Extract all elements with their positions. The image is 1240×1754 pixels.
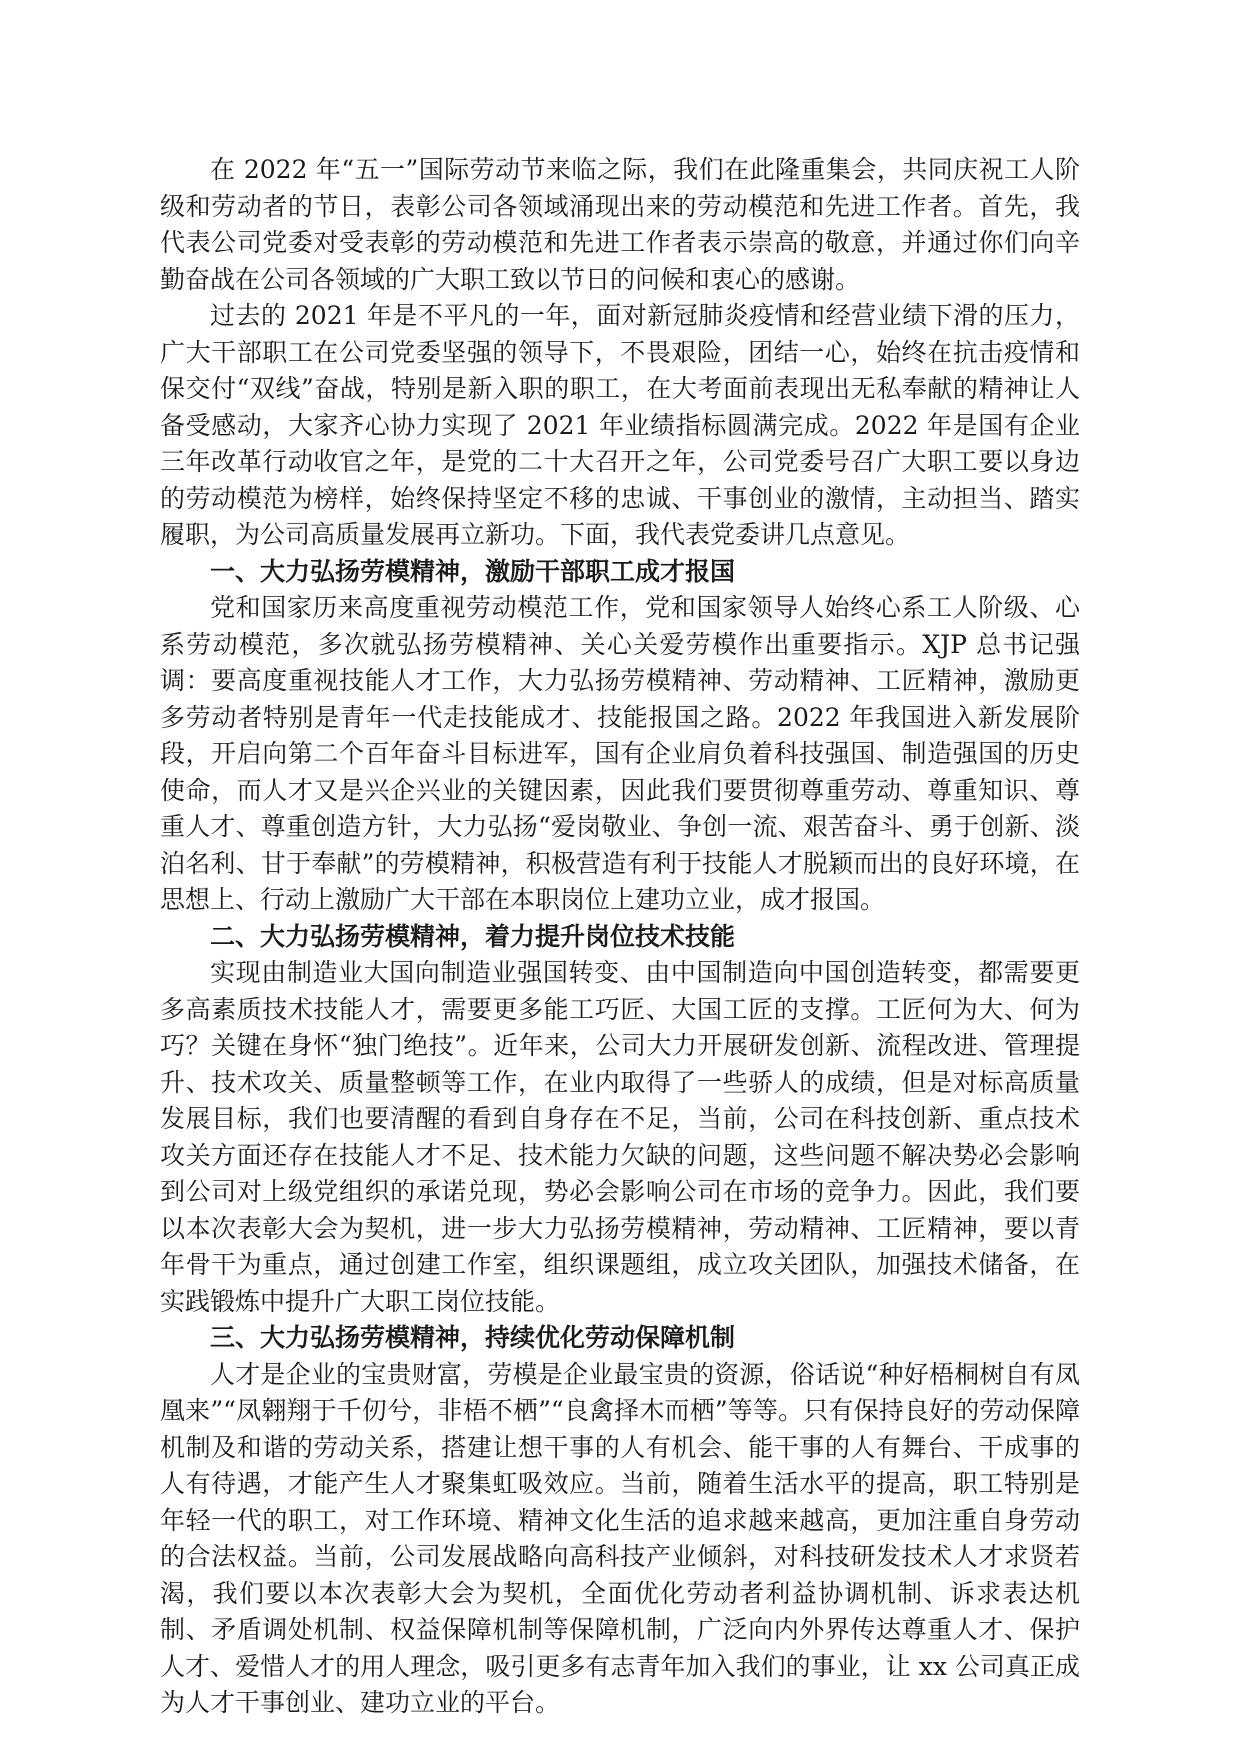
context-paragraph: 过去的 2021 年是不平凡的一年，面对新冠肺炎疫情和经营业绩下滑的压力，广大干部职工在公司党委坚强的领导下，不畏艰险，团结一心，始终在抗击疫情和保交付“双线”奋战，特别是新入职的职工，在大考面前表现出无私奉献的精神让人备受感动，大家齐心协力实现了 2021 年业绩指标圆满完成。2022 年是国有企业三年改革行动收官之年，是党的二十大召开之年，公司党委号召广大职工要以身边的劳动模范为榜样，始终保持坚定不移的忠诚、干事创业的激情，主动担当、踏实履职，为公司高质量发展再立新功。下面，我代表党委讲几点意见。 bbox=[160, 301, 1080, 549]
section-1-body: 党和国家历来高度重视劳动模范工作，党和国家领导人始终心系工人阶级、心系劳动模范，多次就弘扬劳模精神、关心关爱劳模作出重要指示。XJP 总书记强调：要高度重视技能人才工作，大力弘扬劳模精神、劳动精神、工匠精神，激励更多劳动者特别是青年一代走技能成才、技能报国之路。2022 年我国进入新发展阶段，开启向第二个百年奋斗目标进军，国有企业肩负着科技强国、制造强国的历史使命，而人才又是兴企兴业的关键因素，因此我们要贯彻尊重劳动、尊重知识、尊重人才、尊重创造方针，大力弘扬“爱岗敬业、争创一流、艰苦奋斗、勇于创新、淡泊名利、甘于奉献”的劳模精神，积极营造有利于技能人才脱颖而出的良好环境，在思想上、行动上激励广大干部在本职岗位上建功立业，成才报国。 bbox=[160, 593, 1080, 914]
document-page bbox=[160, 152, 1080, 1722]
section-2-heading: 二、大力弘扬劳模精神，着力提升岗位技术技能 bbox=[210, 921, 736, 951]
intro-paragraph: 在 2022 年“五一”国际劳动节来临之际，我们在此隆重集会，共同庆祝工人阶级和劳动者的节日，表彰公司各领域涌现出来的劳动模范和先进工作者。首先，我代表公司党委对受表彰的劳动模范和先进工作者表示崇高的敬意，并通过你们向辛勤奋战在公司各领域的广大职工致以节日的问候和衷心的感谢。 bbox=[160, 155, 1080, 294]
section-1-heading: 一、大力弘扬劳模精神，激励干部职工成才报国 bbox=[210, 556, 736, 586]
section-3-heading: 三、大力弘扬劳模精神，持续优化劳动保障机制 bbox=[210, 1323, 736, 1352]
section-3-body: 人才是企业的宝贵财富，劳模是企业最宝贵的资源，俗话说“种好梧桐树自有凤凰来”“凤翱翔于千仞兮，非梧不栖”“良禽择木而栖”等等。只有保持良好的劳动保障机制及和谐的劳动关系，搭建让想干事的人有机会、能干事的人有舞台、干成事的人有待遇，才能产生人才聚集虹吸效应。当前，随着生活水平的提高，职工特别是年轻一代的职工，对工作环境、精神文化生活的追求越来越高，更加注重自身劳动的合法权益。当前，公司发展战略向高科技产业倾斜，对科技研发技术人才求贤若渴，我们要以本次表彰大会为契机，全面优化劳动者利益协调机制、诉求表达机制、矛盾调处机制、权益保障机制等保障机制，广泛向内外界传达尊重人才、保护人才、爱惜人才的用人理念，吸引更多有志青年加入我们的事业，让 xx 公司真正成为人才干事创业、建功立业的平台。 bbox=[160, 1359, 1080, 1717]
section-2-body: 实现由制造业大国向制造业强国转变、由中国制造向中国创造转变，都需要更多高素质技术技能人才，需要更多能工巧匠、大国工匠的支撑。工匠何为大、何为巧？关键在身怀“独门绝技”。近年来，公司大力开展研发创新、流程改进、管理提升、技术攻关、质量整顿等工作，在业内取得了一些骄人的成绩，但是对标高质量发展目标，我们也要清醒的看到自身存在不足，当前，公司在科技创新、重点技术攻关方面还存在技能人才不足、技术能力欠缺的问题，这些问题不解决势必会影响到公司对上级党组织的承诺兑现，势必会影响公司在市场的竞争力。因此，我们要以本次表彰大会为契机，进一步大力弘扬劳模精神，劳动精神、工匠精神，要以青年骨干为重点，通过创建工作室，组织课题组，成立攻关团队，加强技术储备，在实践锻炼中提升广大职工岗位技能。 bbox=[160, 958, 1080, 1316]
